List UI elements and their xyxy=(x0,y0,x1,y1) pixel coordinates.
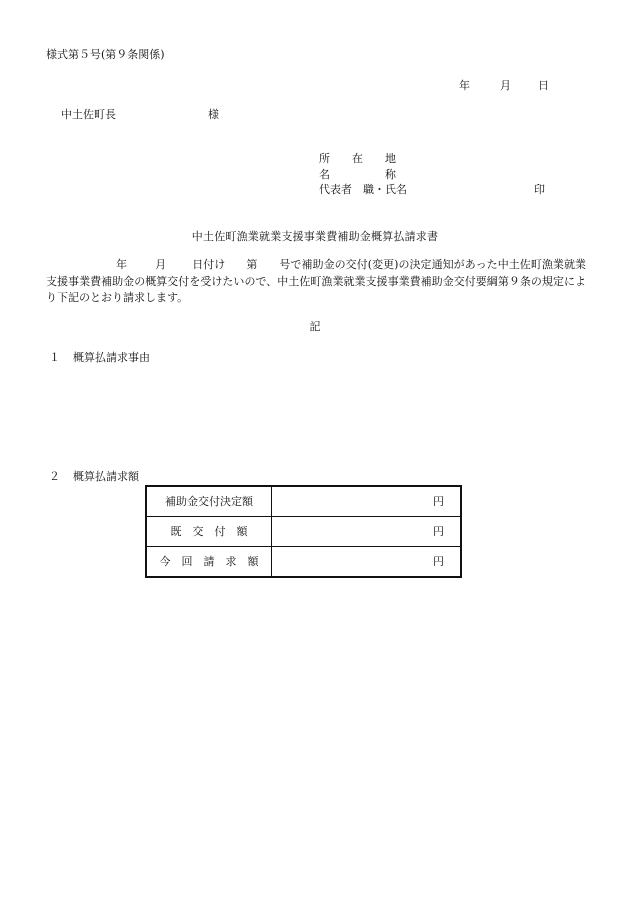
section-2-number: ２ xyxy=(49,470,60,483)
section-1-title: 概算払請求事由 xyxy=(73,351,150,364)
amount-table xyxy=(145,485,462,578)
table-row xyxy=(146,547,461,578)
table-row xyxy=(146,486,461,517)
date-line xyxy=(459,80,549,91)
section-2-title: 概算払請求額 xyxy=(73,470,139,483)
request-body xyxy=(46,257,586,307)
body-month: 月 xyxy=(155,258,167,271)
body-text: 号で補助金の交付(変更)の決定通知があった中土佐町漁業就業支援事業費補助金の概算交付を受けたいので、中土佐町漁業就業支援事業費補助金交付要綱第９条の規定により下記のとおり請求します。 xyxy=(46,258,586,304)
row-label: 既 交 付 額 xyxy=(146,517,272,547)
form-identifier: 様式第５号(第９条関係) xyxy=(46,48,165,61)
date-year: 年 xyxy=(459,79,470,92)
applicant-address-label: 所 在 地 xyxy=(319,152,396,165)
row-label: 今 回 請 求 額 xyxy=(146,547,272,578)
section-2-heading xyxy=(49,471,139,482)
body-number-prefix: 第 xyxy=(246,258,258,271)
body-year: 年 xyxy=(116,258,128,271)
amount-cell: 円 xyxy=(272,517,462,547)
applicant-name-label: 名 称 xyxy=(319,168,396,181)
addressee-honorific: 様 xyxy=(208,108,219,121)
section-1-number: １ xyxy=(49,351,60,364)
date-day: 日 xyxy=(538,79,549,92)
date-month: 月 xyxy=(500,79,511,92)
row-label: 補助金交付決定額 xyxy=(146,486,272,517)
table-row xyxy=(146,517,461,547)
addressee-name: 中土佐町長 xyxy=(61,108,116,121)
seal-mark: 印 xyxy=(534,183,545,196)
ki-marker: 記 xyxy=(309,320,321,333)
applicant-representative-label: 代表者 職・氏名 xyxy=(319,183,407,196)
amount-cell: 円 xyxy=(272,547,462,578)
document-title: 中土佐町漁業就業支援事業費補助金概算払請求書 xyxy=(191,230,439,243)
body-date-suffix: 日付け xyxy=(192,258,226,271)
section-1-heading xyxy=(49,352,150,363)
addressee-line xyxy=(61,109,219,120)
amount-cell: 円 xyxy=(272,486,462,517)
